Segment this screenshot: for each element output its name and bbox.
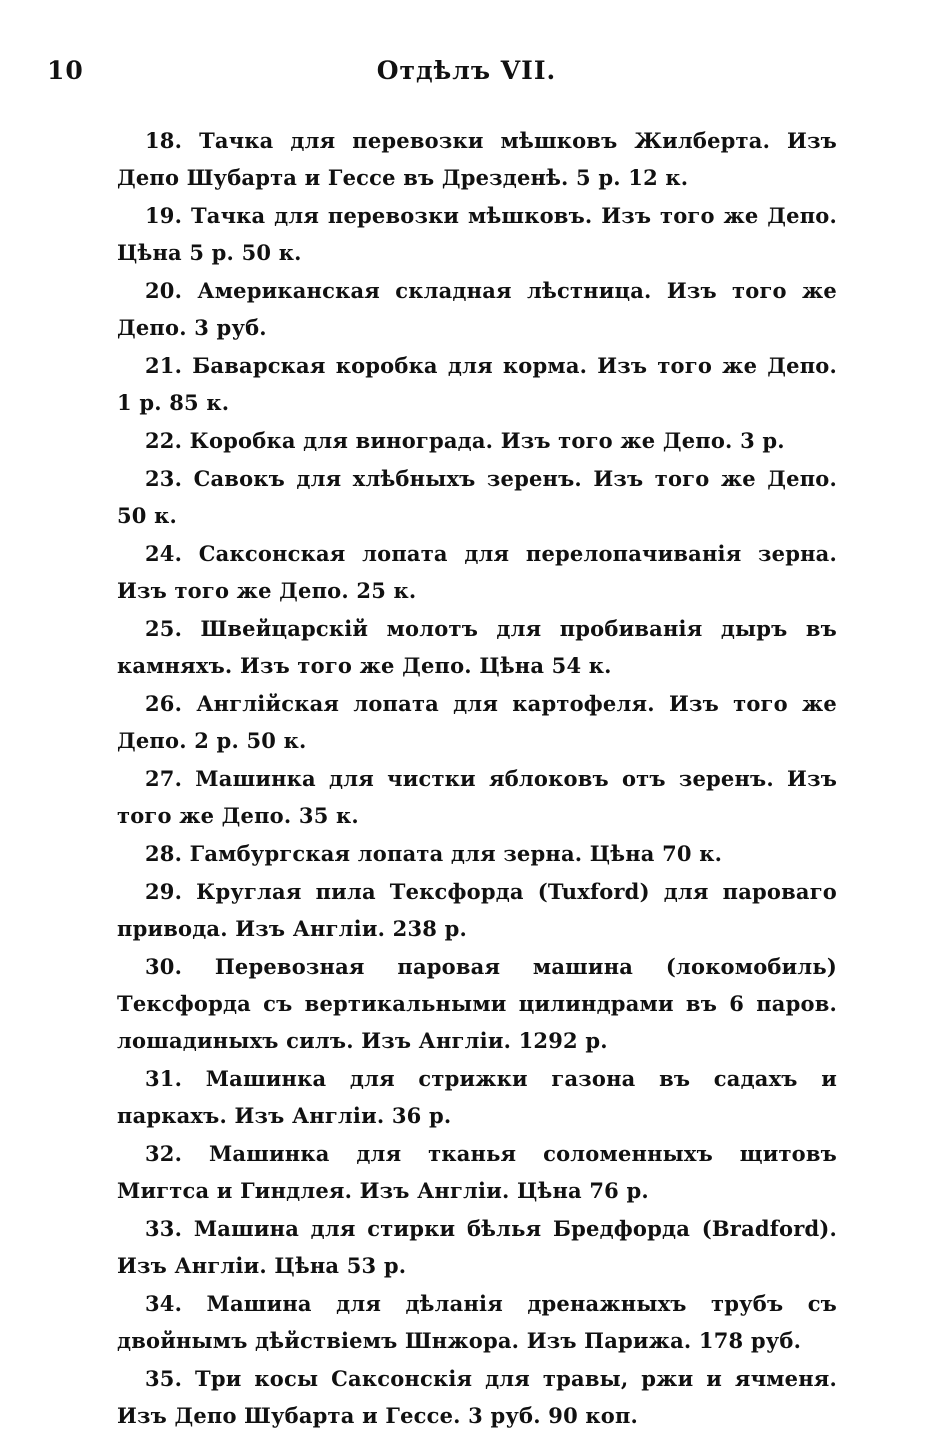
section-title: Отдѣлъ VII.	[376, 56, 557, 85]
catalog-entry-20: 20. Американская складная лѣстница. Изъ того же Депо. 3 руб.	[117, 278, 837, 340]
catalog-entry-19: 19. Тачка для перевозки мѣшковъ. Изъ того же Депо. Цѣна 5 р. 50 к.	[117, 203, 837, 265]
page-number: 10	[47, 56, 84, 85]
catalog-entry-18: 18. Тачка для перевозки мѣшковъ Жилберта. Изъ Депо Шубарта и Гессе въ Дрезденѣ. 5 р. 12 к.	[117, 128, 837, 190]
catalog-entry-28: 28. Гамбургская лопата для зерна. Цѣна 70 к.	[145, 841, 723, 866]
catalog-entry-22: 22. Коробка для винограда. Изъ того же Депо. 3 р.	[145, 428, 785, 453]
catalog-entry-31: 31. Машинка для стрижки газона въ садахъ и паркахъ. Изъ Англіи. 36 р.	[117, 1066, 837, 1128]
catalog-entry-23: 23. Савокъ для хлѣбныхъ зеренъ. Изъ того же Депо. 50 к.	[117, 466, 837, 528]
page-header	[0, 56, 933, 96]
catalog-entry-21: 21. Баварская коробка для корма. Изъ того же Депо. 1 р. 85 к.	[117, 353, 837, 415]
catalog-entry-27: 27. Машинка для чистки яблоковъ отъ зеренъ. Изъ того же Депо. 35 к.	[117, 766, 837, 828]
catalog-entry-29: 29. Круглая пила Тексфорда (Tuxford) для пароваго привода. Изъ Англіи. 238 р.	[117, 879, 837, 941]
catalog-entry-25: 25. Швейцарскій молотъ для пробиванія дыръ въ камняхъ. Изъ того же Депо. Цѣна 54 к.	[117, 616, 837, 678]
catalog-entry-34: 34. Машина для дѣланія дренажныхъ трубъ съ двойнымъ дѣйствіемъ Шнжора. Изъ Парижа. 178 руб.	[117, 1291, 837, 1353]
catalog-entry-35: 35. Три косы Саксонскія для травы, ржи и ячменя. Изъ Депо Шубарта и Гессе. 3 руб. 90 коп.	[117, 1366, 837, 1428]
catalog-entry-32: 32. Машинка для тканья соломенныхъ щитовъ Мигтса и Гиндлея. Изъ Англіи. Цѣна 76 р.	[117, 1141, 837, 1203]
catalog-entry-24: 24. Саксонская лопата для перелопачиванія зерна. Изъ того же Депо. 25 к.	[117, 541, 837, 603]
catalog-entries	[117, 122, 837, 1435]
catalog-entry-26: 26. Англійская лопата для картофеля. Изъ того же Депо. 2 р. 50 к.	[117, 691, 837, 753]
catalog-entry-33: 33. Машина для стирки бѣлья Бредфорда (Bradford). Изъ Англіи. Цѣна 53 р.	[117, 1216, 837, 1278]
catalog-entry-30: 30. Перевозная паровая машина (локомобиль) Тексфорда съ вертикальными цилиндрами въ 6 паров. лошадиныхъ силъ. Изъ Англіи. 1292 р.	[117, 954, 837, 1053]
